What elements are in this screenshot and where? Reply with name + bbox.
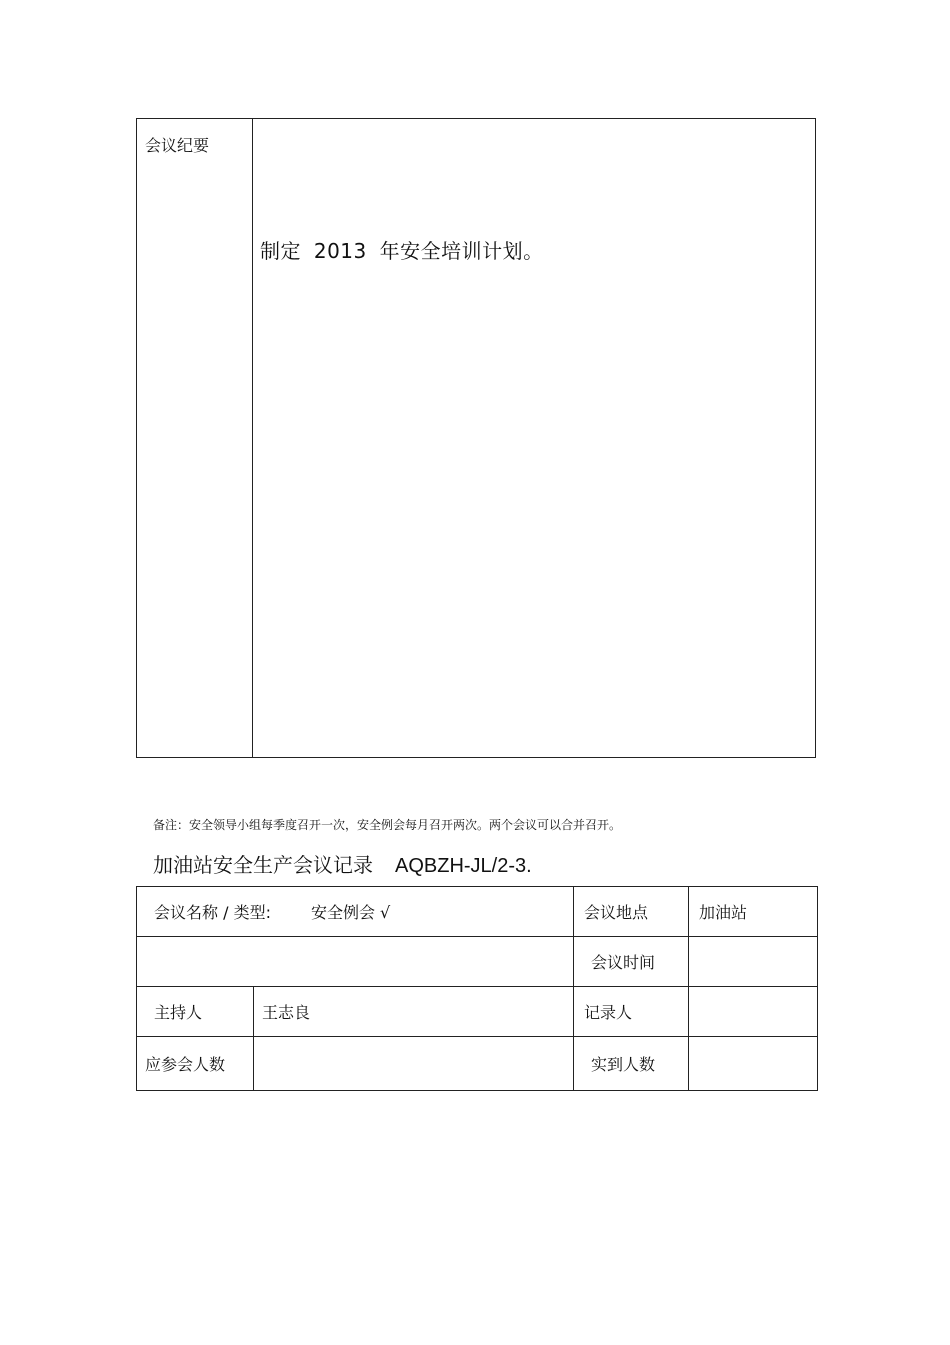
remarks-note: 备注：安全领导小组每季度召开一次，安全例会每月召开两次。两个会议可以合并召开。: [153, 818, 622, 832]
actual-attendees-label: 实到人数: [574, 1037, 689, 1091]
table-row: [137, 1037, 818, 1091]
minutes-content: 制定 2013 年安全培训计划。: [260, 239, 544, 263]
minutes-label: 会议纪要: [145, 136, 210, 155]
record-title: [153, 849, 532, 878]
table-row: [137, 937, 818, 987]
location-label: 会议地点: [574, 887, 689, 937]
time-label: 会议时间: [574, 937, 689, 987]
actual-attendees-value: [689, 1037, 818, 1091]
recorder-value: [689, 987, 818, 1037]
minutes-column-divider: [252, 118, 253, 758]
host-label: 主持人: [137, 987, 254, 1037]
record-code: AQBZH-JL/2-3.: [395, 855, 532, 877]
recorder-label: 记录人: [574, 987, 689, 1037]
table-row: [137, 887, 818, 937]
host-value: 王志良: [254, 987, 574, 1037]
record-title-text: 加油站安全生产会议记录: [153, 853, 373, 877]
expected-attendees-label: 应参会人数: [137, 1037, 254, 1091]
location-value: 加油站: [689, 887, 818, 937]
meeting-name-value: 安全例会 √: [310, 903, 391, 922]
time-value: [689, 937, 818, 987]
table-row: [137, 987, 818, 1037]
minutes-table: [136, 118, 816, 758]
empty-cell: [137, 937, 574, 987]
meeting-name-label: 会议名称 / 类型:: [154, 903, 271, 922]
meeting-record-table: [136, 886, 818, 1091]
meeting-name-cell: [137, 887, 574, 937]
expected-attendees-value: [254, 1037, 574, 1091]
